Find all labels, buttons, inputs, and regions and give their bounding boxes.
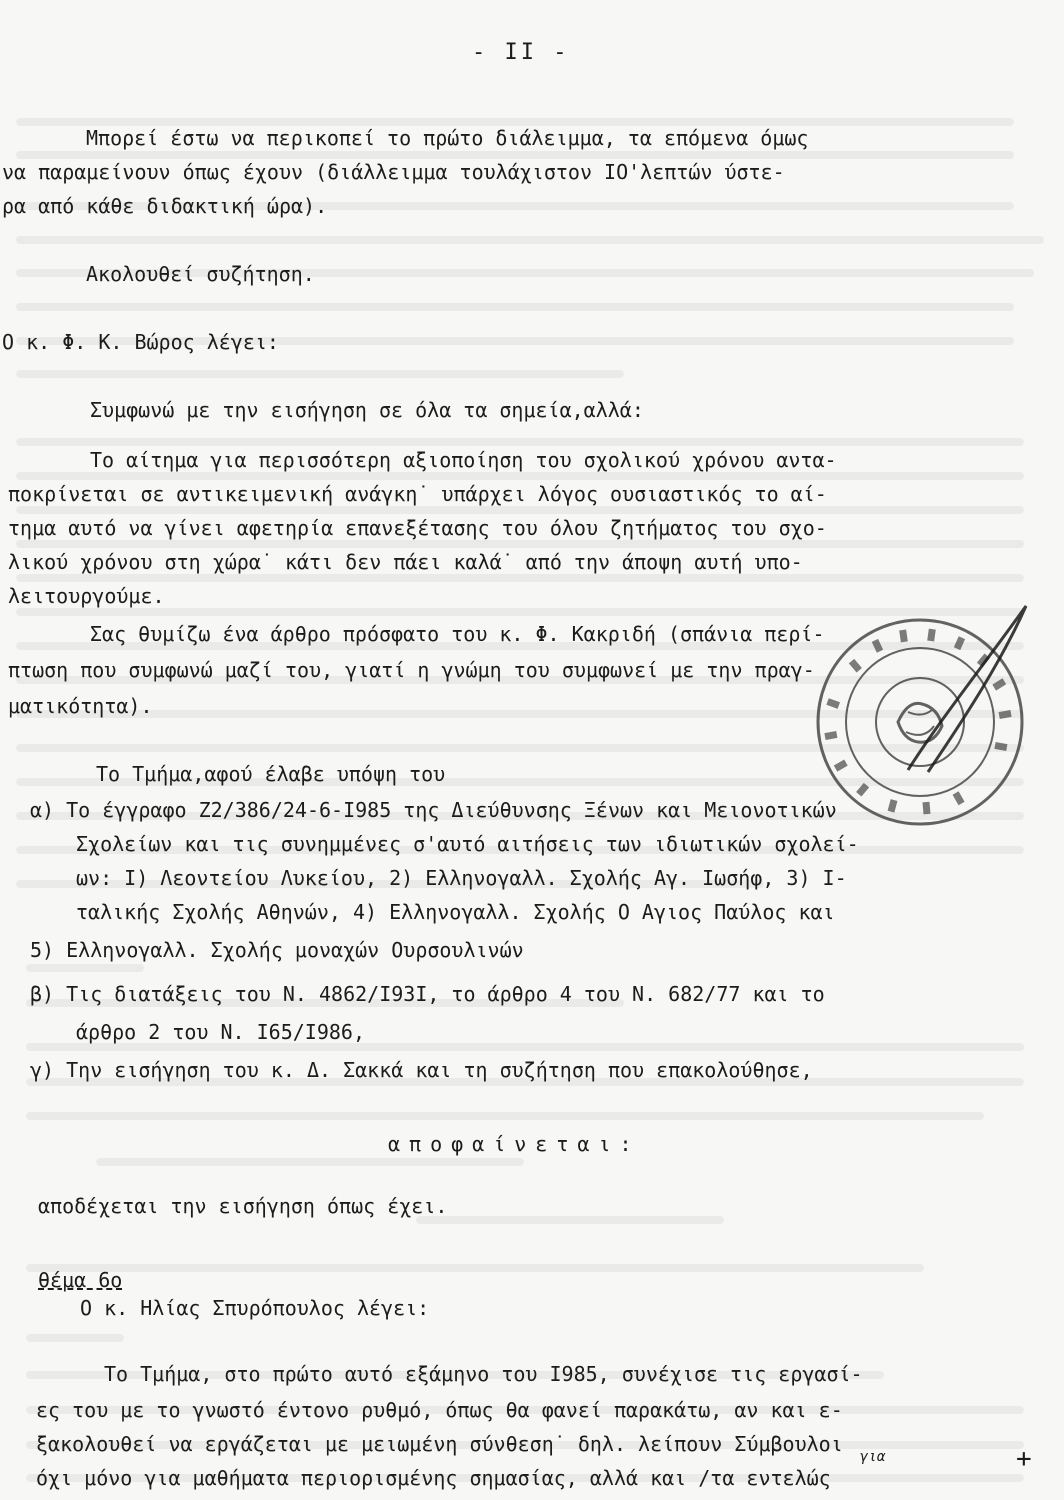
body-line: να παραμείνουν όπως έχουν (διάλλειμμα τουλάχιστον IO'λεπτών ύστε- [2,160,785,184]
decision-item: 5) Ελληνογαλλ. Σχολής μοναχών Ουρσουλινών [30,938,524,962]
decision-item: ων: I) Λεοντείου Λυκείου, 2) Ελληνογαλλ. Σχολής Αγ. Ιωσήφ, 3) Ι- [76,866,847,890]
body-line: ξακολουθεί να εργάζεται με μειωμένη σύνθεση˙ δηλ. λείπουν Σύμβουλοι [36,1432,843,1456]
body-line: ρα από κάθε διδακτική ώρα). [2,194,328,218]
body-line: Το Τμήμα, στο πρώτο αυτό εξάμηνο του I985, συνέχισε τις εργασί- [104,1362,863,1386]
decision-item: άρθρο 2 του Ν. I65/I986, [76,1020,365,1044]
body-line: ες του με το γνωστό έντονο ρυθμό, όπως θα φανεί παρακάτω, αν και ε- [36,1398,843,1422]
topic-heading: θέμα 6ο [38,1268,123,1292]
decision-item: Σχολείων και τις συνημμένες σ'αυτό αιτήσεις των ιδιωτικών σχολεί- [76,832,859,856]
decision-intro: Το Τμήμα,αφού έλαβε υπόψη του [96,762,446,786]
body-line: ματικότητα). [8,694,153,718]
decision-result: αποδέχεται την εισήγηση όπως έχει. [38,1194,448,1218]
decision-item: ταλικής Σχολής Αθηνών, 4) Ελληνογαλλ. Σχολής Ο Αγιος Παύλος και [76,900,835,924]
body-line: Μπορεί έστω να περικοπεί το πρώτο διάλειμμα, τα επόμενα όμως [86,126,809,150]
page-number: - II - [472,40,570,65]
handwritten-insert: για [860,1449,886,1465]
margin-cross-mark: + [1016,1444,1032,1474]
discussion-note: Ακολουθεί συζήτηση. [86,262,315,286]
decision-item: α) Το έγγραφο Ζ2/386/24-6-I985 της Διεύθυνσης Ξένων και Μειονοτικών [30,798,837,822]
body-line: όχι μόνο για μαθήματα περιορισμένης σημασίας, αλλά και /τα εντελώς [36,1466,831,1490]
body-line: Συμφωνώ με την εισήγηση σε όλα τα σημεία,αλλά: [90,398,644,422]
speaker-voros: Ο κ. Φ. Κ. Βώρος λέγει: [2,330,279,354]
body-line: ποκρίνεται σε αντικειμενική ανάγκη˙ υπάρχει λόγος ουσιαστικός το αί- [8,482,827,506]
decision-item: β) Τις διατάξεις του Ν. 4862/I93I, το άρθρο 4 του Ν. 682/77 και το [30,982,825,1006]
body-line: λειτουργούμε. [8,584,165,608]
body-line: τημα αυτό να γίνει αφετηρία επανεξέτασης του όλου ζητήματος του σχο- [8,516,827,540]
body-line: Σας θυμίζω ένα άρθρο πρόσφατο του κ. Φ. Κακριδή (σπάνια περί- [90,622,825,646]
body-line: λικού χρόνου στη χώρα˙ κάτι δεν πάει καλά˙ από την άποψη αυτή υπο- [8,550,803,574]
decides-label: αποφαίνεται: [388,1132,641,1156]
body-line: πτωση που συμφωνώ μαζί του, γιατί η γνώμη του συμφωνεί με την πραγ- [8,658,815,682]
body-line: Το αίτημα για περισσότερη αξιοποίηση του σχολικού χρόνου αντα- [90,448,837,472]
speaker-spyropoulos: Ο κ. Ηλίας Σπυρόπουλος λέγει: [80,1296,430,1320]
decision-item: γ) Την εισήγηση του κ. Δ. Σακκά και τη συζήτηση που επακολούθησε, [30,1058,813,1082]
